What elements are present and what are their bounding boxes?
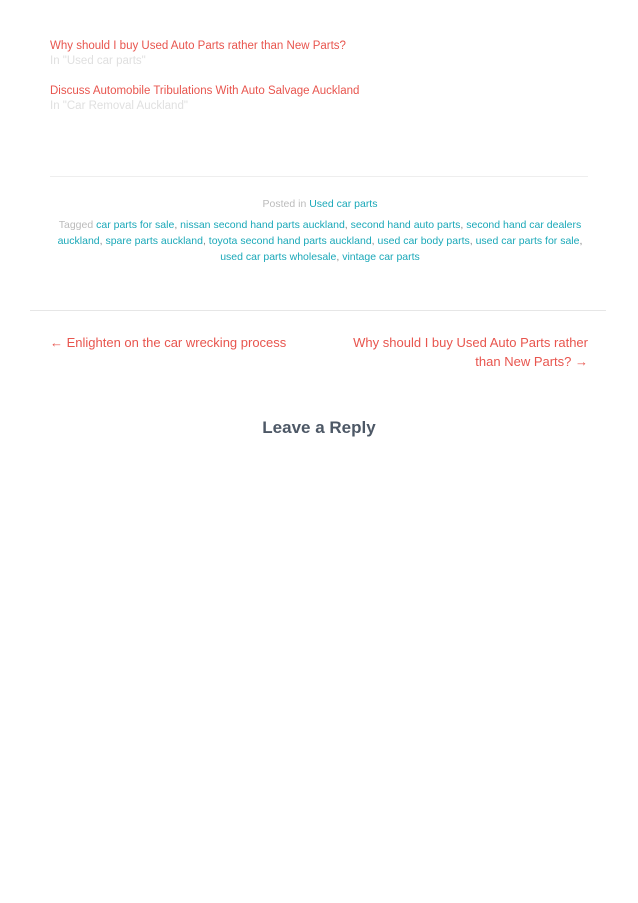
tag-separator: ,: [174, 219, 178, 231]
tag-separator: ,: [579, 235, 583, 247]
tag-link[interactable]: used car body parts: [377, 235, 470, 247]
posted-in-label: Posted in: [262, 198, 307, 210]
related-post-item: [50, 38, 590, 69]
tag-link[interactable]: nissan second hand parts auckland: [180, 219, 345, 231]
tag-link[interactable]: second hand auto parts: [350, 219, 461, 231]
related-post-link[interactable]: Discuss Automobile Tribulations With Auto Salvage Auckland: [50, 85, 360, 97]
divider: [50, 176, 588, 177]
next-post-link[interactable]: Why should I buy Used Auto Parts rather than New Parts? →: [353, 335, 588, 369]
tag-link[interactable]: used car parts for sale: [475, 235, 580, 247]
tag-separator: ,: [99, 235, 103, 247]
tag-link[interactable]: toyota second hand parts auckland: [208, 235, 372, 247]
tag-list: [52, 217, 588, 265]
tag-separator: ,: [344, 219, 348, 231]
category-link[interactable]: Used car parts: [309, 198, 378, 210]
tag-link[interactable]: spare parts auckland: [105, 235, 203, 247]
tag-separator: ,: [202, 235, 206, 247]
related-post-category: In "Used car parts": [50, 55, 146, 67]
post-navigation-divider: [30, 310, 606, 311]
related-post-link[interactable]: Why should I buy Used Auto Parts rather than New Parts?: [50, 40, 346, 52]
previous-post-link[interactable]: ← Enlighten on the car wrecking process: [50, 335, 287, 350]
related-post-category: In "Car Removal Auckland": [50, 100, 188, 112]
tagged-label: Tagged: [58, 219, 94, 231]
related-posts: [50, 38, 590, 128]
tag-link[interactable]: used car parts wholesale: [220, 251, 337, 263]
related-post-item: [50, 83, 590, 114]
posted-in: [52, 196, 588, 212]
leave-reply-heading: Leave a Reply: [262, 418, 376, 437]
tag-separator: ,: [469, 235, 473, 247]
tag-separator: ,: [460, 219, 464, 231]
tag-separator: ,: [371, 235, 375, 247]
tag-link[interactable]: vintage car parts: [342, 251, 420, 263]
tag-link[interactable]: car parts for sale: [96, 219, 175, 231]
tag-separator: ,: [336, 251, 340, 263]
tag-link[interactable]: second hand car dealers auckland: [57, 219, 582, 247]
entry-meta: [52, 196, 588, 265]
